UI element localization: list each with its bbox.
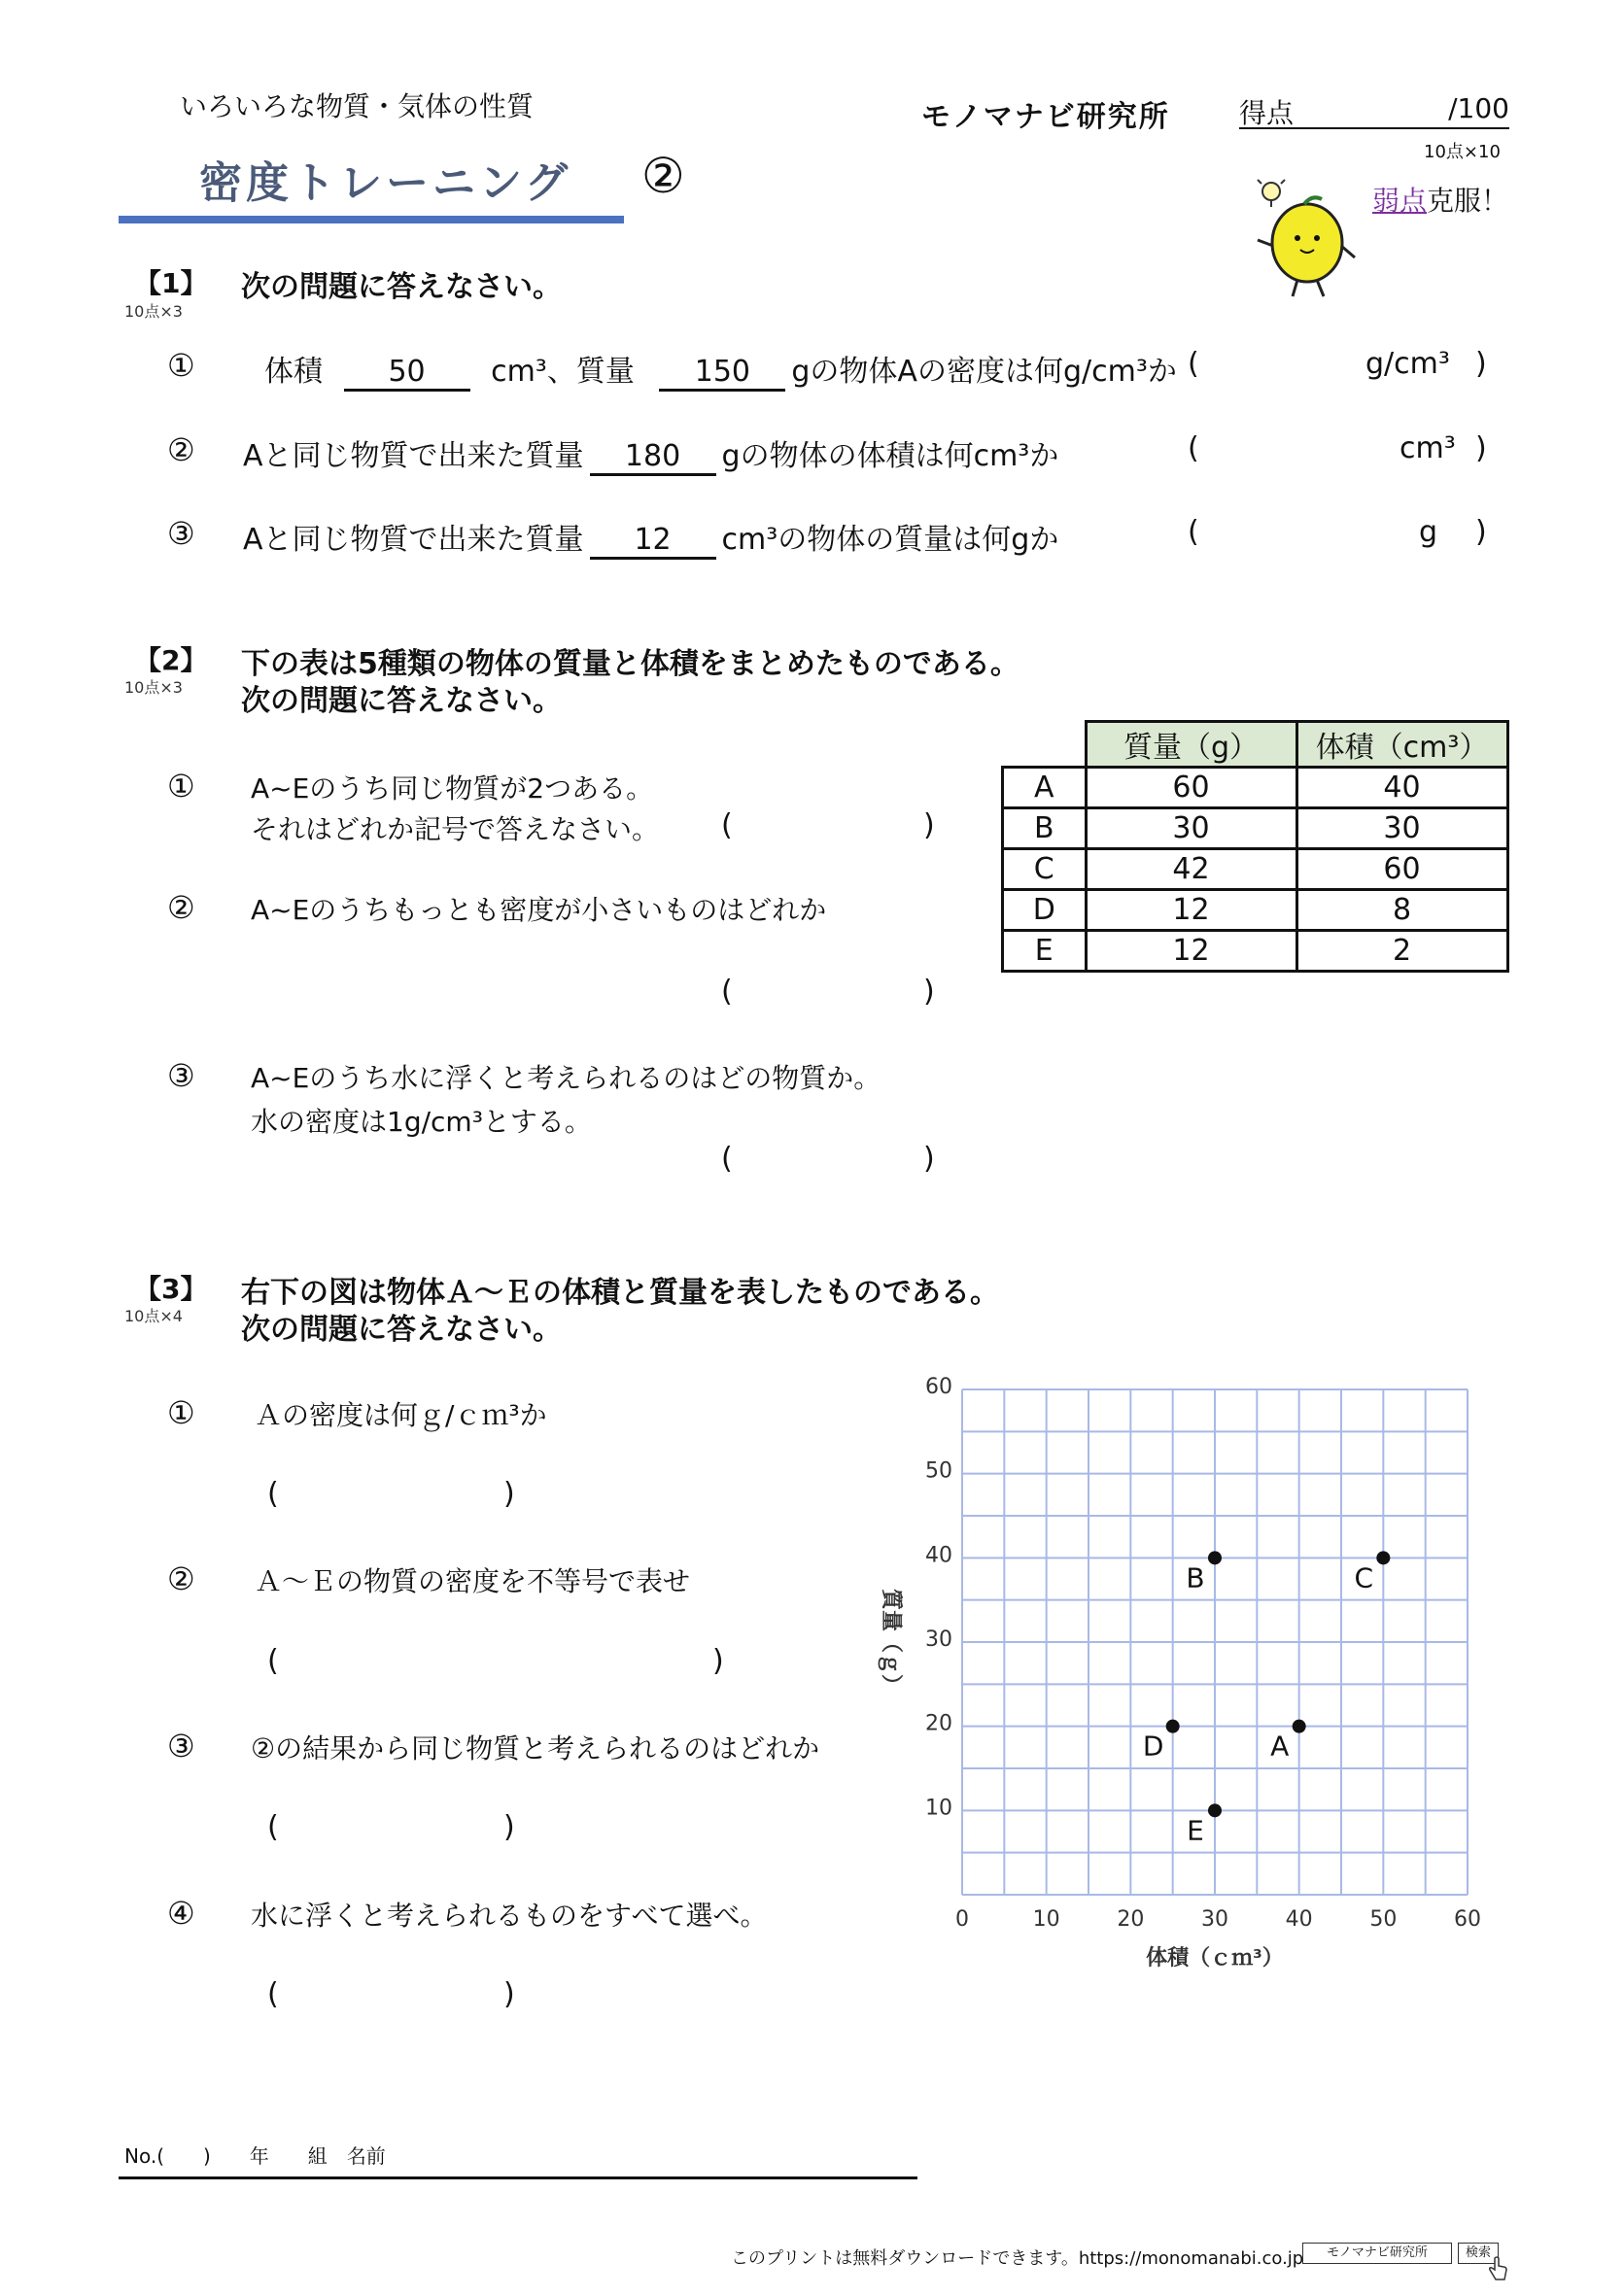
table-row xyxy=(1003,849,1508,890)
s3-q2-answer-open: ( xyxy=(267,1644,279,1678)
s2-q2-answer-open: ( xyxy=(721,975,733,1009)
section3-instruction-1: 右下の図は物体Ａ～Ｅの体積と質量を表したものである。 xyxy=(241,1276,999,1310)
s1-q1-question: gの物体Aの密度は何g/cm³か xyxy=(791,355,1177,389)
s1-q1-volume-label: 体積 xyxy=(264,355,323,389)
s1-q1-answer-unit: g/cm³ xyxy=(1365,347,1450,381)
table-row xyxy=(1003,890,1508,931)
cell-mass: 12 xyxy=(1086,890,1296,931)
s1-q3-text xyxy=(243,515,1058,560)
s1-q3-answer-unit: g xyxy=(1419,515,1438,549)
chart-point-label: A xyxy=(1270,1730,1290,1763)
slogan xyxy=(1372,180,1508,219)
search-button[interactable]: 検索 xyxy=(1458,2243,1499,2264)
chart-point-label: E xyxy=(1187,1814,1204,1847)
chart-x-tick-label: 40 xyxy=(1285,1907,1313,1932)
s1-q2-text xyxy=(243,431,1058,476)
s1-q1-number: ① xyxy=(167,347,195,384)
s2-q1-line2: それはどれか記号で答えなさい。 xyxy=(251,813,660,845)
download-note: このプリントは無料ダウンロードできます。https://monomanabi.co.jp xyxy=(731,2248,1304,2269)
cell-volume: 30 xyxy=(1296,808,1507,849)
s2-q3-number: ③ xyxy=(167,1057,195,1094)
chart-y-tick-label: 20 xyxy=(925,1711,952,1736)
s3-q1-number: ① xyxy=(167,1394,195,1431)
s1-q3-value: 12 xyxy=(590,523,716,560)
worksheet-number: ② xyxy=(641,148,685,204)
s1-q2-text1: Aと同じ物質で出来た質量 xyxy=(243,439,584,473)
title-underline xyxy=(119,216,624,223)
section1-points: 10点×3 xyxy=(124,302,183,321)
table-header-row xyxy=(1003,722,1508,768)
s2-q1-answer-close: ) xyxy=(923,808,935,842)
score-box xyxy=(1239,92,1509,129)
s2-q1-answer-open: ( xyxy=(721,808,733,842)
s3-q3-answer-open: ( xyxy=(267,1810,279,1844)
table-row xyxy=(1003,768,1508,808)
s3-q4-text: 水に浮くと考えられるものをすべて選べ。 xyxy=(251,1900,768,1932)
row-label: B xyxy=(1003,808,1087,849)
section3-number: 【3】 xyxy=(134,1273,208,1305)
s1-q3-text2: cm³の物体の質量は何gか xyxy=(721,523,1059,557)
section1-number: 【1】 xyxy=(134,267,208,299)
s2-q1-number: ① xyxy=(167,768,195,805)
chart-point-B xyxy=(1208,1551,1222,1564)
chart-y-axis-label: 質量（ｇ） xyxy=(879,1588,903,1696)
slogan-rest: 克服！ xyxy=(1427,185,1509,217)
table-header-volume: 体積（cm³） xyxy=(1296,722,1507,768)
cell-mass: 42 xyxy=(1086,849,1296,890)
s1-q3-text1: Aと同じ物質で出来た質量 xyxy=(243,523,584,557)
section1-instruction: 次の問題に答えなさい。 xyxy=(241,270,562,304)
s1-q1-mass-value: 150 xyxy=(659,355,785,392)
s1-q3-number: ③ xyxy=(167,515,195,552)
s1-q2-number: ② xyxy=(167,431,195,468)
page-title: 密度トレーニング xyxy=(199,158,572,208)
s3-q3-answer-close: ) xyxy=(503,1810,515,1844)
s1-q1-answer-close: ) xyxy=(1475,347,1487,381)
hand-cursor-icon xyxy=(1487,2254,1510,2283)
s3-q1-answer-open: ( xyxy=(267,1477,279,1511)
mass-volume-scatter-chart xyxy=(855,1360,1497,1992)
s1-q2-answer-unit: cm³ xyxy=(1399,431,1456,465)
s1-q3-answer-close: ) xyxy=(1475,515,1487,549)
s1-q2-value: 180 xyxy=(590,439,716,476)
cell-volume: 60 xyxy=(1296,849,1507,890)
s2-q2-answer-close: ) xyxy=(923,975,935,1009)
s2-q3-line1: A~Eのうち水に浮くと考えられるのはどの物質か。 xyxy=(251,1062,881,1094)
s1-q1-unit1: cm³、質量 xyxy=(491,355,635,389)
section2-instruction-2: 次の問題に答えなさい。 xyxy=(241,684,562,718)
score-label: 得点 xyxy=(1239,97,1295,129)
section2-instruction-1: 下の表は5種類の物体の質量と体積をまとめたものである。 xyxy=(241,647,1019,681)
cell-volume: 2 xyxy=(1296,931,1507,972)
section2-points: 10点×3 xyxy=(124,678,183,697)
s3-q3-number: ③ xyxy=(167,1728,195,1765)
s2-q2-line1: A~Eのうちもっとも密度が小さいものはどれか xyxy=(251,894,827,926)
table-row xyxy=(1003,931,1508,972)
chart-point-label: B xyxy=(1186,1561,1205,1594)
chart-x-tick-label: 0 xyxy=(955,1907,969,1932)
s1-q1-volume-value: 50 xyxy=(344,355,470,392)
s1-q1-answer-open: ( xyxy=(1188,347,1199,381)
chart-x-tick-label: 60 xyxy=(1454,1907,1481,1932)
section3-points: 10点×4 xyxy=(124,1307,183,1325)
s3-q1-text: Ａの密度は何ｇ/ｃｍ³か xyxy=(255,1399,547,1431)
s3-q3-text: ②の結果から同じ物質と考えられるのはどれか xyxy=(251,1732,820,1765)
s2-q1-line1: A~Eのうち同じ物質が2つある。 xyxy=(251,772,654,805)
lemon-mascot-icon xyxy=(1244,170,1361,301)
s3-q2-answer-close: ) xyxy=(712,1644,724,1678)
subject-label: いろいろな物質・気体の性質 xyxy=(180,90,535,122)
section2-number: 【2】 xyxy=(134,644,208,676)
chart-point-label: C xyxy=(1354,1561,1374,1594)
s2-q2-number: ② xyxy=(167,889,195,926)
table-row xyxy=(1003,808,1508,849)
table-header-mass: 質量（g） xyxy=(1086,722,1296,768)
s3-q1-answer-close: ) xyxy=(503,1477,515,1511)
s3-q2-text: Ａ～Ｅの物質の密度を不等号で表せ xyxy=(255,1565,691,1597)
s1-q2-answer-close: ) xyxy=(1475,431,1487,465)
s3-q2-number: ② xyxy=(167,1560,195,1597)
s3-q4-answer-open: ( xyxy=(267,1977,279,2011)
s1-q2-answer-open: ( xyxy=(1188,431,1199,465)
chart-point-label: D xyxy=(1142,1730,1164,1763)
chart-x-tick-label: 50 xyxy=(1369,1907,1398,1932)
cell-volume: 8 xyxy=(1296,890,1507,931)
chart-point-E xyxy=(1208,1803,1222,1817)
chart-x-tick-label: 20 xyxy=(1117,1907,1145,1932)
chart-x-axis-label: 体積（ｃｍ³） xyxy=(1146,1946,1284,1970)
s3-q4-number: ④ xyxy=(167,1895,195,1932)
row-label: D xyxy=(1003,890,1087,931)
section3-instruction-2: 次の問題に答えなさい。 xyxy=(241,1313,562,1347)
name-underline xyxy=(119,2176,917,2179)
chart-x-tick-label: 30 xyxy=(1201,1907,1228,1932)
s3-q4-answer-close: ) xyxy=(503,1977,515,2011)
s1-q3-answer-open: ( xyxy=(1188,515,1199,549)
chart-y-tick-label: 30 xyxy=(925,1628,952,1652)
chart-y-tick-label: 60 xyxy=(925,1375,952,1399)
row-label: A xyxy=(1003,768,1087,808)
cell-mass: 60 xyxy=(1086,768,1296,808)
chart-point-C xyxy=(1376,1551,1390,1564)
score-note: 10点×10 xyxy=(1424,142,1501,162)
cell-volume: 40 xyxy=(1296,768,1507,808)
chart-y-tick-label: 40 xyxy=(925,1543,952,1568)
s2-q3-answer-open: ( xyxy=(721,1142,733,1176)
score-total: /100 xyxy=(1448,92,1509,124)
chart-y-tick-label: 50 xyxy=(925,1458,952,1484)
s1-q1-text xyxy=(264,347,1177,392)
s2-q3-answer-close: ) xyxy=(923,1142,935,1176)
chart-x-tick-label: 10 xyxy=(1032,1907,1060,1932)
search-box[interactable]: モノマナビ研究所 xyxy=(1302,2243,1452,2264)
slogan-weak: 弱点 xyxy=(1372,185,1428,217)
mass-volume-table xyxy=(1001,720,1509,973)
chart-point-A xyxy=(1293,1720,1306,1733)
brand-name: モノマナビ研究所 xyxy=(921,100,1170,134)
s2-q3-line2: 水の密度は1g/cm³とする。 xyxy=(251,1106,592,1138)
s1-q2-text2: gの物体の体積は何cm³か xyxy=(721,439,1059,473)
chart-y-tick-label: 10 xyxy=(925,1796,952,1821)
cell-mass: 12 xyxy=(1086,931,1296,972)
row-label: E xyxy=(1003,931,1087,972)
row-label: C xyxy=(1003,849,1087,890)
cell-mass: 30 xyxy=(1086,808,1296,849)
name-line: No.( ) 年 組 名前 xyxy=(124,2144,386,2168)
chart-point-D xyxy=(1166,1720,1180,1733)
